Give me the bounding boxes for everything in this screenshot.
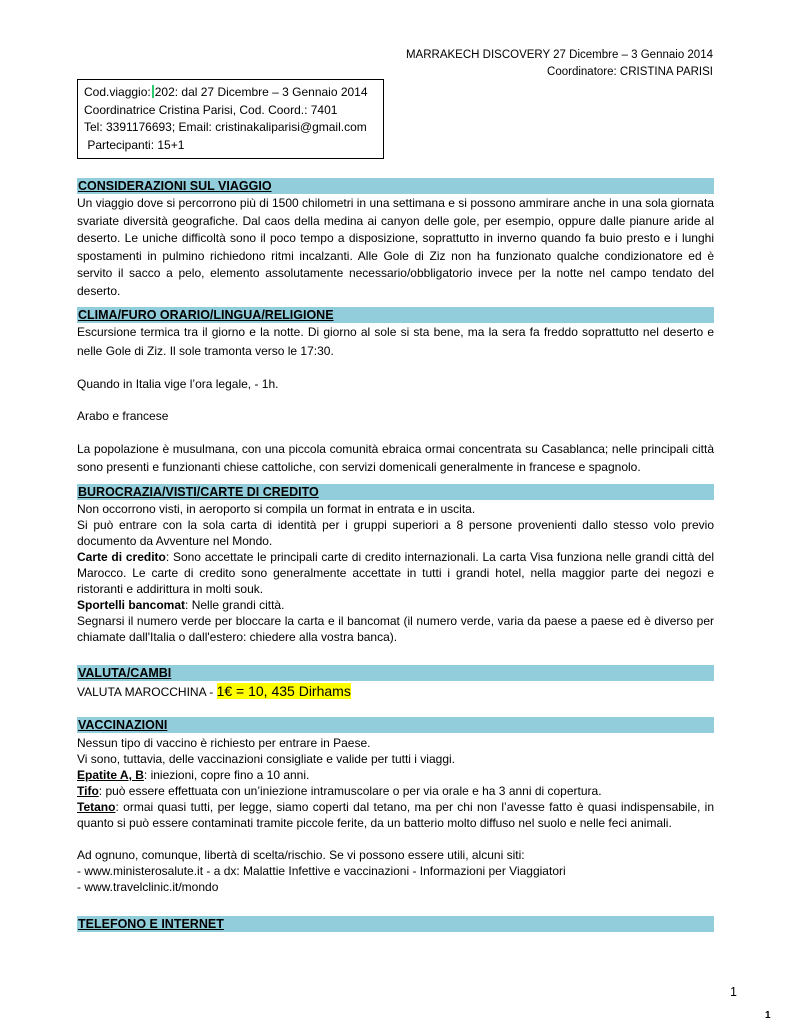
coordinator-line: Coordinatrice Cristina Parisi, Cod. Coord.: 7401 <box>84 102 338 117</box>
paragraph: Vi sono, tuttavia, delle vaccinazioni consigliate e valide per tutti i viaggi. <box>77 752 455 766</box>
paragraph: Tifo: può essere effettuata con un’iniezione intramuscolare o per via orale e ha 3 anni di copertura. <box>77 784 602 798</box>
section-burocrazia <box>77 484 714 645</box>
paragraph: Quando in Italia vige l’ora legale, - 1h. <box>77 377 279 391</box>
contact-line: Tel: 3391176693; Email: cristinakaliparisi@gmail.com <box>84 120 367 134</box>
paragraph: Non occorrono visti, in aeroporto si compila un format in entrata e in uscita. <box>77 502 476 516</box>
section-heading: VALUTA/CAMBI <box>77 665 714 681</box>
section-heading: CLIMA/FURO ORARIO/LINGUA/RELIGIONE <box>77 307 714 323</box>
paragraph: Arabo e francese <box>77 409 169 423</box>
trip-code-line: Cod.viaggio: 202: dal 27 Dicembre – 3 Gennaio 2014 <box>84 85 368 99</box>
link-line: - www.travelclinic.it/mondo <box>77 880 219 894</box>
section-heading: BUROCRAZIA/VISTI/CARTE DI CREDITO <box>77 484 714 500</box>
section-telefono <box>77 916 714 932</box>
page-number: 1 <box>730 985 737 999</box>
paragraph: Sportelli bancomat: Nelle grandi città. <box>77 598 285 612</box>
text-cursor-mark <box>152 85 154 98</box>
paragraph: Un viaggio dove si percorrono più di 1500 chilometri in una settimana e si possono ammirare anche in una sola giornata svariate diversità geografiche. Dal caos della medina ai canyon delle gole, per esempio, oppure dalle pianure aride al deserto. Le uniche difficoltà sono il poco tempo a disposizione, soprattutto in inverno quando fa buio presto e i lunghi spostamenti in pulmino richiedono ritmi incalzanti. Alle Gole di Ziz non ha funzionato qualche condizionatore ed è servito il sacco a pelo, elemento assolutamente necessario/obbligatorio invece per la notte nel campo tendato del deserto. <box>77 196 714 298</box>
header-coordinator: Coordinatore: CRISTINA PARISI <box>547 66 713 78</box>
exchange-rate: 1€ = 10, 435 Dirhams <box>216 683 351 699</box>
section-heading: CONSIDERAZIONI SUL VIAGGIO <box>77 178 714 194</box>
paragraph: La popolazione è musulmana, con una piccola comunità ebraica ormai concentrata su Casablanca; nelle principali città sono presenti e funzionanti chiese cattoliche, con servizi domenicali generalmente in francese e spagnolo. <box>77 442 714 474</box>
page-header <box>406 47 713 81</box>
paragraph: Segnarsi il numero verde per bloccare la carta e il bancomat (il numero verde, varia da paese a paese ed è diverso per chiamate dall'Italia o dall'estero: chiedere alla vostra banca). <box>77 614 714 644</box>
paragraph: Si può entrare con la sola carta di identità per i gruppi superiori a 8 persone provenienti dallo stesso volo previo documento da Avventure nel Mondo. <box>77 518 714 548</box>
section-clima <box>77 307 714 476</box>
paragraph: Tetano: ormai quasi tutti, per legge, siamo coperti dal tetano, ma per chi non l’avesse fatto è quasi indispensabile, in quanto si può essere contaminati tramite piccole ferite, da un batterio molto diffuso nel suolo e nelle feci animali. <box>77 800 714 830</box>
link-line: - www.ministerosalute.it - a dx: Malattie Infettive e vaccinazioni - Informazioni per Viaggiatori <box>77 864 566 878</box>
section-heading: VACCINAZIONI <box>77 717 714 733</box>
paragraph: VALUTA MAROCCHINA - 1€ = 10, 435 Dirhams <box>77 683 351 699</box>
section-valuta <box>77 665 714 700</box>
paragraph: Epatite A, B: iniezioni, copre fino a 10 anni. <box>77 768 310 782</box>
paragraph: Nessun tipo di vaccino è richiesto per entrare in Paese. <box>77 736 371 750</box>
paragraph: Ad ognuno, comunque, libertà di scelta/rischio. Se vi possono essere utili, alcuni siti: <box>77 848 525 862</box>
section-considerazioni <box>77 178 714 300</box>
corner-page-number: 1 <box>765 1010 771 1021</box>
trip-info-box <box>77 79 384 159</box>
section-vaccinazioni <box>77 717 714 895</box>
section-heading: TELEFONO E INTERNET <box>77 916 714 932</box>
header-title: MARRAKECH DISCOVERY 27 Dicembre – 3 Gennaio 2014 <box>405 49 713 61</box>
participants-line: Partecipanti: 15+1 <box>84 137 185 152</box>
paragraph: Escursione termica tra il giorno e la notte. Di giorno al sole si sta bene, ma la sera fa freddo soprattutto nel deserto e nelle Gole di Ziz. Il sole tramonta verso le 17:30. <box>77 325 714 358</box>
paragraph: Carte di credito: Sono accettate le principali carte di credito internazionali. La carta Visa funziona nelle grandi città del Marocco. Le carte di credito sono generalmente accettate in tutti i grandi hotel, nella maggior parte dei negozi e ristoranti e addirittura in molti souk. <box>77 550 714 596</box>
